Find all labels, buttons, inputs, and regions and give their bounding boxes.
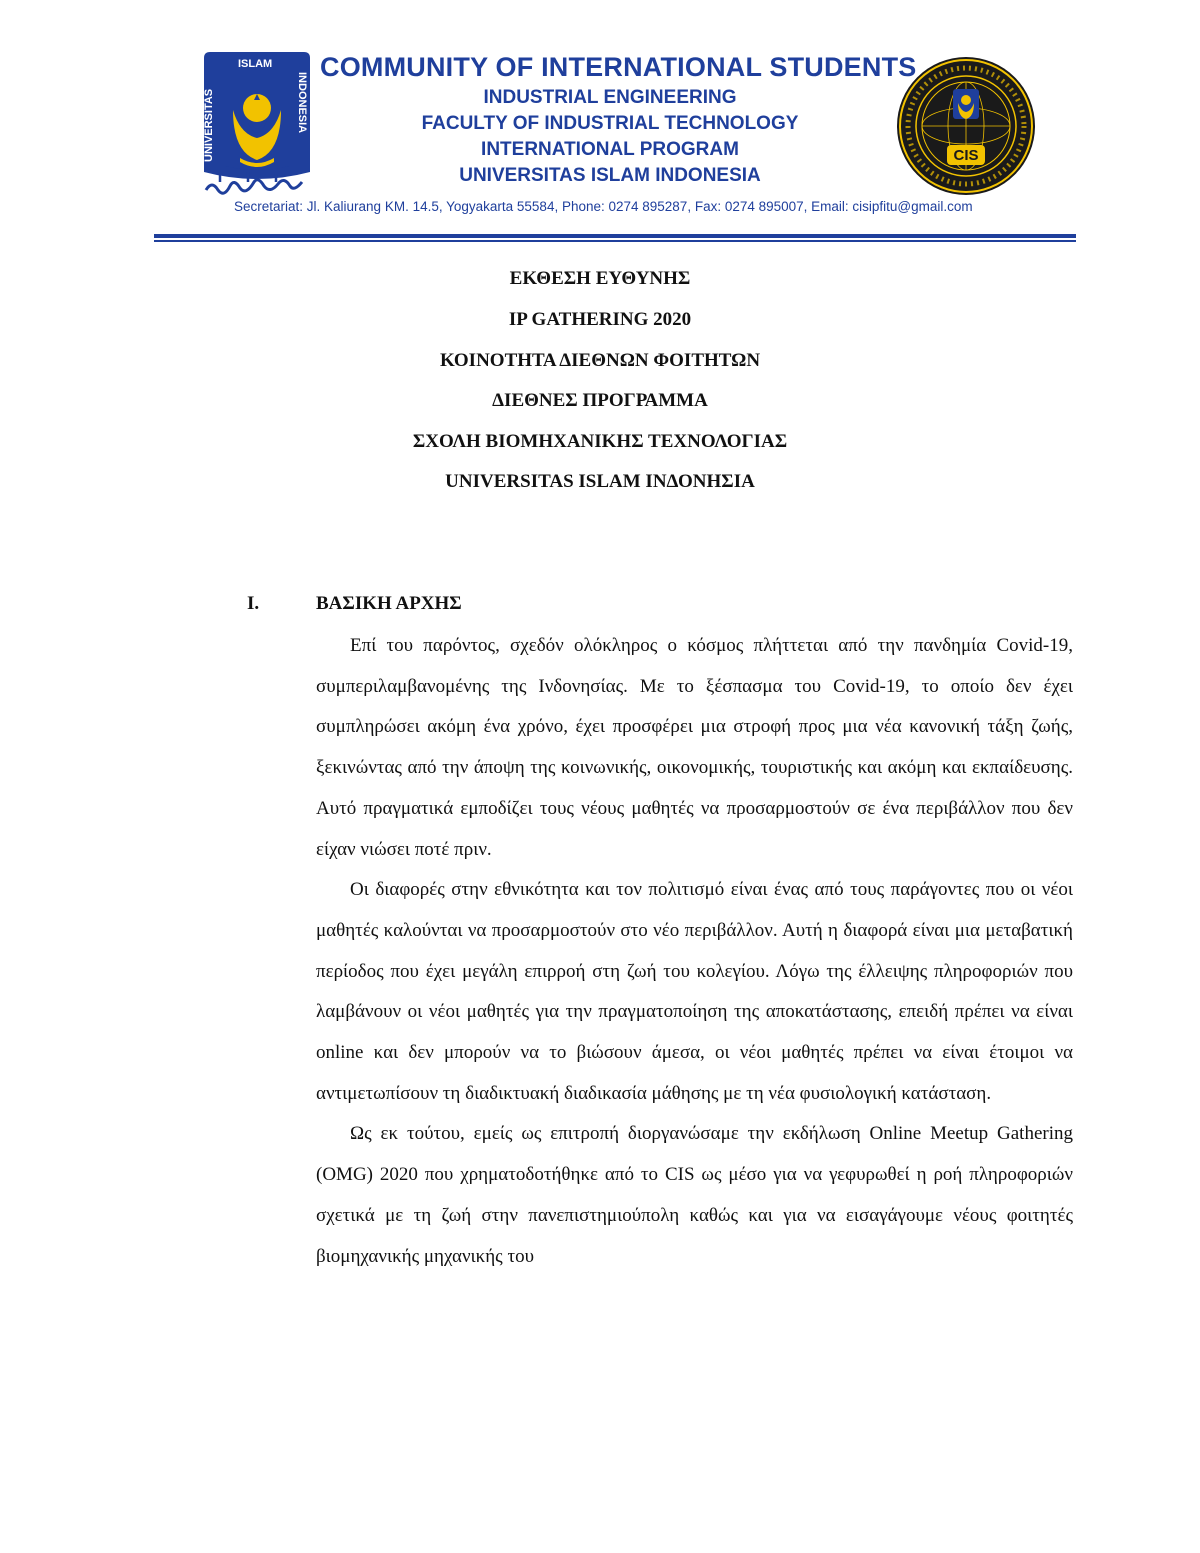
paragraph-1: Επί του παρόντος, σχεδόν ολόκληρος ο κόσμος πλήττεται από την πανδημία Covid-19, συμπεριλαμβανομένης της Ινδονησίας. Με το ξέσπασμα του Covid-19, το οποίο δεν έχει συμπληρώσει ακόμη ένα χρόνο, έχει προσφέρει μια στροφή προς μια νέα κανονική τάξη ζωής, ξεκινώντας από την άποψη της κοινωνικής, οικονομικής, τουριστικής και ακόμη και εκπαίδευσης. Αυτό πραγματικά εμποδίζει τους νέους μαθητές να προσαρμοστούν σε ένα περιβάλλον που δεν είχαν νιώσει ποτέ πριν. — [316, 635, 1073, 860]
letterhead — [0, 0, 1200, 250]
report-title-line-1: ΕΚΘΕΣΗ ΕΥΘΥΝΗΣ — [509, 268, 691, 289]
paragraph-2: Οι διαφορές στην εθνικότητα και τον πολιτισμό είναι ένας από τους παράγοντες που οι νέοι μαθητές καλούνται να προσαρμοστούν στο νέο περιβάλλον. Αυτή η διαφορά είναι μια μεταβατική περίοδος που έχει μεγάλη επιρροή στη ζωή του κολεγίου. Λόγω της έλλειψης πληροφοριών που λαμβάνουν οι νέοι μαθητές για την πραγματοποίηση της αποκατάστασης, επειδή πρέπει να είναι online και δεν μπορούν να το βιώσουν άμεσα, οι νέοι μαθητές πρέπει να είναι έτοιμοι να αντιμετωπίσουν τη διαδικτυακή διαδικασία μάθησης με τη νέα φυσιολογική κατάσταση. — [316, 879, 1073, 1104]
report-title-line-3: ΚΟΙΝΟΤΗΤΑ ΔΙΕΘΝΩΝ ΦΟΙΤΗΤΩΝ — [439, 350, 761, 371]
logo-arc-left: UNIVERSITAS — [203, 88, 215, 162]
seal-badge-text: CIS — [953, 147, 979, 164]
uii-logo — [200, 50, 314, 200]
paragraph-3: Ως εκ τούτου, εμείς ως επιτροπή διοργανώσαμε την εκδήλωση Online Meetup Gathering (OMG) 2020 που χρηματοδοτήθηκε από το CIS ως μέσο για να γεφυρωθεί η ροή πληροφοριών σχετικά με τη ζωή στην πανεπιστημιούπολη καθώς και για να εισαγάγουμε νέους φοιτητές βιομηχανικής μηχανικής του — [316, 1123, 1073, 1267]
logo-arc-top: ISLAM — [238, 58, 273, 70]
section-body — [316, 626, 1073, 1277]
org-address: Secretariat: Jl. Kaliurang KM. 14.5, Yogyakarta 55584, Phone: 0274 895287, Fax: 0274 895007, Email: cisipfitu@gmail.com — [234, 199, 973, 214]
report-title-line-6: UNIVERSITAS ISLAM ΙΝΔΟΝΗΣΙΑ — [445, 471, 755, 492]
org-line-3: INTERNATIONAL PROGRAM — [481, 139, 739, 160]
section-heading: ΒΑΣΙΚΗ ΑΡΧΗΣ — [316, 593, 462, 614]
section-number: I. — [247, 593, 260, 614]
report-title-line-4: ΔΙΕΘΝΕΣ ΠΡΟΓΡΑΜΜΑ — [492, 390, 708, 411]
cis-seal-logo — [895, 55, 1037, 197]
logo-arc-right: INDONESIA — [296, 72, 308, 134]
org-title: COMMUNITY OF INTERNATIONAL STUDENTS — [320, 52, 917, 82]
report-title-line-5: ΣΧΟΛΗ ΒΙΟΜΗΧΑΝΙΚΗΣ ΤΕΧΝΟΛΟΓΙΑΣ — [412, 431, 788, 452]
header-divider-thin — [154, 240, 1076, 242]
header-divider-thick — [154, 234, 1076, 238]
org-line-1: INDUSTRIAL ENGINEERING — [483, 87, 737, 108]
org-line-4: UNIVERSITAS ISLAM INDONESIA — [459, 165, 761, 186]
report-title-line-2: IP GATHERING 2020 — [508, 309, 692, 330]
org-line-2: FACULTY OF INDUSTRIAL TECHNOLOGY — [421, 113, 799, 134]
